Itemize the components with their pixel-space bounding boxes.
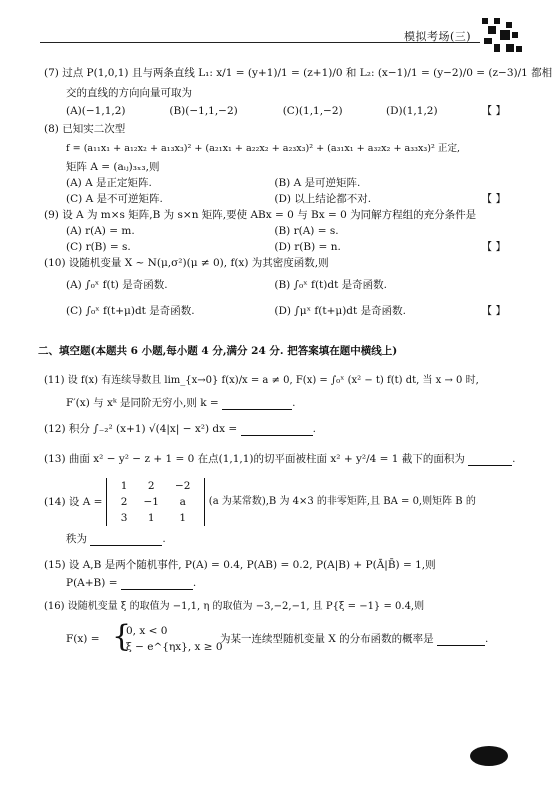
q14-wrap xyxy=(44,478,514,528)
q14-line2: 秩为 xyxy=(66,533,87,545)
q11-line2-wrap: F′(x) 与 xᵏ 是同阶无穷小,则 k = . xyxy=(66,397,296,409)
matrix-cell: a xyxy=(179,496,186,508)
q15-line2-wrap: P(A+B) = . xyxy=(66,577,197,589)
q10-option-b: (B) ∫₀ˣ f(t)dt 是奇函数. xyxy=(274,279,387,291)
q8-option-d: (D) 以上结论都不对. xyxy=(274,193,372,205)
q12-wrap: (12) 积分 ∫₋₂² (x+1) √(4|x| − x²) dx = . xyxy=(44,423,316,435)
matrix-cell: 1 xyxy=(120,480,128,492)
header-title: 模拟考场(三) xyxy=(404,30,472,43)
matrix-cell: 2 xyxy=(120,496,128,508)
q8-answer-bracket: 【 】 xyxy=(481,193,506,205)
q14-answer-blank[interactable] xyxy=(90,545,162,546)
q7-option-d: (D)(1,1,2) xyxy=(386,105,438,117)
matrix-cell: 3 xyxy=(120,512,128,524)
q7-line2: 交的直线的方向向量可取为 xyxy=(66,87,192,99)
section-2-heading: 二、填空题(本题共 6 小题,每小题 4 分,满分 24 分. 把答案填在题中横线上) xyxy=(38,345,398,357)
decorative-pixel-logo xyxy=(482,18,522,56)
q9-line1: (9) 设 A 为 m×s 矩阵,B 为 s×n 矩阵,要使 ABx = 0 与 Bx = 0 为同解方程组的充分条件是 xyxy=(44,209,477,221)
q11-line1: (11) 设 f(x) 有连续导数且 lim_{x→0} f(x)/x = a ≠ 0, F(x) = ∫₀ˣ (x² − t) f(t) dt, 当 x → 0 时, xyxy=(44,375,479,386)
q8-option-c: (C) A 是不可逆矩阵. xyxy=(66,193,163,205)
q16-case1: 0, x < 0 xyxy=(126,625,168,637)
q8-option-a: (A) A 是正定矩阵. xyxy=(66,177,152,189)
q9-option-a: (A) r(A) = m. xyxy=(66,225,135,237)
matrix-cell: 2 xyxy=(147,480,155,492)
q13-answer-blank[interactable] xyxy=(468,465,512,466)
q9-options-cd xyxy=(44,240,514,254)
q15-answer-blank[interactable] xyxy=(121,589,193,590)
q9-option-c: (C) r(B) = s. xyxy=(66,241,131,253)
q8-option-b: (B) A 是可逆矩阵. xyxy=(274,177,361,189)
q11-line2: F′(x) 与 xᵏ 是同阶无穷小,则 k = xyxy=(66,397,219,409)
page-number-badge xyxy=(470,746,508,766)
matrix-cell: −2 xyxy=(174,480,191,492)
q11-answer-blank[interactable] xyxy=(222,409,292,410)
q15-line2: P(A+B) = xyxy=(66,577,118,589)
q10-option-d: (D) ∫μˣ f(t+μ)dt 是奇函数. xyxy=(274,305,406,317)
q16-tail: 为某一连续型随机变量 X 的分布函数的概率是 xyxy=(220,633,434,645)
q16-answer-blank[interactable] xyxy=(437,645,485,646)
q8-options-ab xyxy=(44,176,514,190)
q10-options-ab xyxy=(44,278,514,292)
brace-icon: { xyxy=(112,619,132,654)
q9-options-ab xyxy=(44,224,514,238)
q7-option-c: (C)(1,1,−2) xyxy=(282,105,343,117)
q7-options xyxy=(44,104,514,118)
q16-case2: ξ − e^{ηx}, x ≥ 0 xyxy=(126,641,223,653)
q8-line1: (8) 已知实二次型 xyxy=(44,123,126,135)
q16-line1: (16) 设随机变量 ξ 的取值为 −1,1, η 的取值为 −3,−2,−1, 且 P{ξ = −1} = 0.4,则 xyxy=(44,601,425,612)
matrix-cell: 1 xyxy=(179,512,187,524)
q16-tail-wrap: 为某一连续型随机变量 X 的分布函数的概率是 . xyxy=(220,633,489,645)
q14-line2-wrap: 秩为 . xyxy=(66,533,166,545)
q13-line1: (13) 曲面 x² − y² − z + 1 = 0 在点(1,1,1)的切平面被柱面 x² + y²/4 = 1 截下的面积为 xyxy=(44,453,465,465)
q14-matrix xyxy=(106,478,206,526)
q14-lead: (14) 设 A = xyxy=(44,496,103,508)
q12-line1: (12) 积分 ∫₋₂² (x+1) √(4|x| − x²) dx = xyxy=(44,423,238,435)
q16-cases-wrap xyxy=(44,619,514,656)
q7-option-a: (A)(−1,1,2) xyxy=(66,105,126,117)
q16-f-lead: F(x) = xyxy=(66,633,100,645)
q9-option-b: (B) r(A) = s. xyxy=(274,225,339,237)
q13-wrap: (13) 曲面 x² − y² − z + 1 = 0 在点(1,1,1)的切平面被柱面 x² + y²/4 = 1 截下的面积为 . xyxy=(44,453,516,465)
q10-options-cd xyxy=(44,304,514,318)
matrix-cell: 1 xyxy=(147,512,155,524)
q10-answer-bracket: 【 】 xyxy=(481,305,506,317)
q8-line2: f = (a₁₁x₁ + a₁₂x₂ + a₁₃x₃)² + (a₂₁x₁ + a₂₂x₂ + a₂₃x₃)² + (a₃₁x₁ + a₃₂x₂ + a₃₃x₃)² 正定, xyxy=(66,143,461,154)
q7-line1: (7) 过点 P(1,0,1) 且与两条直线 L₁: x/1 = (y+1)/1 = (z+1)/0 和 L₂: (x−1)/1 = (y−2)/0 = (z−3)/1 都相 xyxy=(44,67,553,79)
q14-tail: (a 为某常数),B 为 4×3 的非零矩阵,且 BA = 0,则矩阵 B 的 xyxy=(208,496,476,507)
q10-line1: (10) 设随机变量 X ~ N(μ,σ²)(μ ≠ 0), f(x) 为其密度函数,则 xyxy=(44,257,329,269)
q9-option-d: (D) r(B) = n. xyxy=(274,241,341,253)
q7-option-b: (B)(−1,1,−2) xyxy=(169,105,238,117)
q9-answer-bracket: 【 】 xyxy=(481,241,506,253)
page-content xyxy=(38,66,553,656)
matrix-cell: −1 xyxy=(143,496,159,508)
q12-answer-blank[interactable] xyxy=(241,435,313,436)
q8-line3: 矩阵 A = (aᵢⱼ)₃ₓ₃,则 xyxy=(66,161,160,173)
q15-line1: (15) 设 A,B 是两个随机事件, P(A) = 0.4, P(AB) = 0.2, P(A|B) + P(Ā|B̄) = 1,则 xyxy=(44,559,436,571)
q10-option-c: (C) ∫₀ˣ f(t+μ)dt 是奇函数. xyxy=(66,305,195,317)
q8-options-cd xyxy=(44,192,514,206)
q10-option-a: (A) ∫₀ˣ f(t) 是奇函数. xyxy=(66,279,168,291)
q7-answer-bracket: 【 】 xyxy=(481,105,506,117)
